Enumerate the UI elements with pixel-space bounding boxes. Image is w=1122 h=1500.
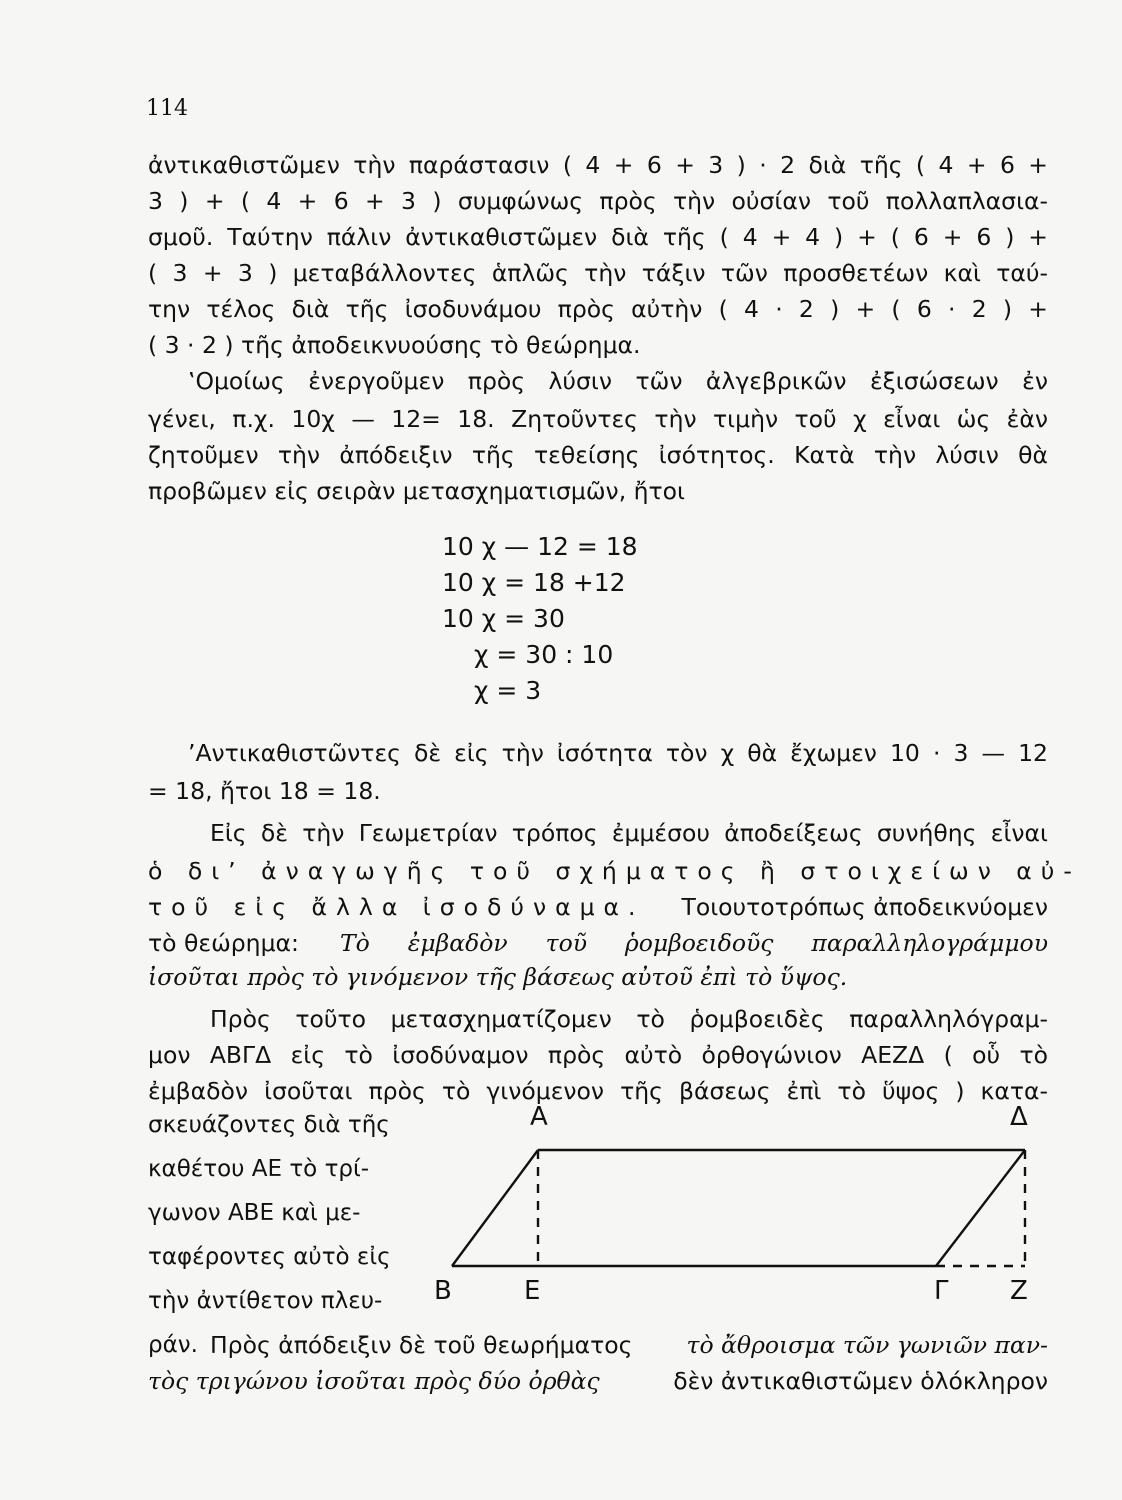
text-line: ἀντικαθιστῶμεν τὴν παράστασιν ( 4 + 6 + 3 ) · 2 διὰ τῆς ( 4 + 6 + [148,151,1048,179]
theorem-line [148,928,1048,958]
text-line: ( 3 + 3 ) μεταβάλλοντες ἁπλῶς τὴν τάξιν τῶν προσθετέων καὶ ταύ- [148,259,1048,287]
text-line: Εἰς δὲ τὴν Γεωμετρίαν τρόπος ἐμμέσου ἀποδείξεως συνήθης εἶναι [210,819,1048,847]
side-text-line: ράν. [148,1332,198,1358]
closing-italic-b: τὸ ἄθροισμα τῶν γωνιῶν παν- [686,1331,1048,1359]
vertex-label-E: Ε [524,1276,541,1306]
theorem-statement: ἰσοῦται πρὸς τὸ γινόμενον τῆς βάσεως αὐτοῦ ἐπὶ τὸ ὕψος. [148,963,848,991]
text-fragment: Τοιουτοτρόπως ἀποδεικνύομεν [681,893,1048,921]
text-line: γένει, π.χ. 10χ — 12= 18. Ζητοῦντες τὴν τιμὴν τοῦ χ εἶναι ὡς ἐὰν [148,405,1048,433]
text-line: = 18, ἤτοι 18 = 18. [148,777,381,805]
vertex-label-G: Γ [934,1276,949,1306]
text-line: ζητοῦμεν τὴν ἀπόδειξιν τῆς τεθείσης ἰσότητος. Κατὰ τὴν λύσιν θὰ [148,441,1048,469]
text-line-mixed [148,892,1048,922]
equation-line: 10 χ = 30 [442,604,565,633]
equation-line: 10 χ — 12 = 18 [442,532,638,561]
text-line-spaced: ὁ δι’ ἀναγωγῆς τοῦ σχήματος ἢ στοιχείων αὐ- [148,857,1081,885]
spaced-phrase: τοῦ εἰς ἄλλα ἰσοδύναμα. [148,893,645,921]
text-fragment: τὸ θεώρημα: [148,929,299,957]
text-line: 3 ) + ( 4 + 6 + 3 ) συμφώνως πρὸς τὴν οὐσίαν τοῦ πολλαπλασια- [148,187,1048,215]
theorem-statement: Τὸ ἐμβαδὸν τοῦ ῥομβοειδοῦς παραλληλογράμμου [340,929,1048,957]
geometry-figure [430,1138,1050,1298]
vertex-label-A: Α [530,1102,548,1132]
page-number: 114 [146,96,188,121]
text-line: Πρὸς τοῦτο μετασχηματίζομεν τὸ ῥομβοειδὲς παραλληλόγραμ- [210,1005,1048,1033]
text-line: μον ΑΒΓΔ εἰς τὸ ἰσοδύναμον πρὸς αὐτὸ ὀρθογώνιον ΑΕΖΔ ( οὗ τὸ [148,1041,1048,1069]
text-line: την τέλος διὰ τῆς ἰσοδυνάμου πρὸς αὐτὴν ( 4 · 2 ) + ( 6 · 2 ) + [148,295,1048,323]
segment-DG [936,1150,1025,1266]
vertex-label-B: Β [434,1276,452,1306]
closing-text-a: Πρὸς ἀπόδειξιν δὲ τοῦ θεωρήματος [210,1331,633,1359]
text-line: ‛Ομοίως ἐνεργοῦμεν πρὸς λύσιν τῶν ἀλγεβρικῶν ἐξισώσεων ἐν [188,367,1048,395]
equation-line: 10 χ = 18 +12 [442,568,626,597]
segment-AB [452,1150,538,1266]
side-text-line: σκευάζοντες διὰ τῆς [148,1112,390,1138]
side-text-line: καθέτου ΑΕ τὸ τρί- [148,1156,370,1182]
equation-line: χ = 30 : 10 [474,640,614,669]
closing-italic-a: τὸς τριγώνου ἰσοῦται πρὸς δύο ὀρθὰς [148,1367,600,1395]
text-line: ’Αντικαθιστῶντες δὲ εἰς τὴν ἰσότητα τὸν χ θὰ ἔχωμεν 10 · 3 — 12 [188,739,1048,767]
text-line: σμοῦ. Ταύτην πάλιν ἀντικαθιστῶμεν διὰ τῆς ( 4 + 4 ) + ( 6 + 6 ) + [148,223,1048,251]
vertex-label-D: Δ [1010,1102,1028,1132]
equation-line: χ = 3 [474,676,542,705]
side-text-line: γωνον ΑΒΕ καὶ με- [148,1200,361,1226]
closing-line [148,1366,1048,1396]
side-text-line: τὴν ἀντίθετον πλευ- [148,1288,383,1314]
closing-line [210,1330,1048,1360]
side-text-line: ταφέροντες αὐτὸ εἰς [148,1244,391,1270]
text-line: ἐμβαδὸν ἰσοῦται πρὸς τὸ γινόμενον τῆς βάσεως ἐπὶ τὸ ὕψος ) κατα- [148,1077,1048,1105]
vertex-label-Z: Ζ [1010,1276,1028,1306]
text-line: ( 3 · 2 ) τῆς ἀποδεικνυούσης τὸ θεώρημα. [148,331,641,359]
closing-text-b: δὲν ἀντικαθιστῶμεν ὁλόκληρον [673,1367,1048,1395]
text-line: προβῶμεν εἰς σειρὰν μετασχηματισμῶν, ἤτοι [148,477,686,505]
